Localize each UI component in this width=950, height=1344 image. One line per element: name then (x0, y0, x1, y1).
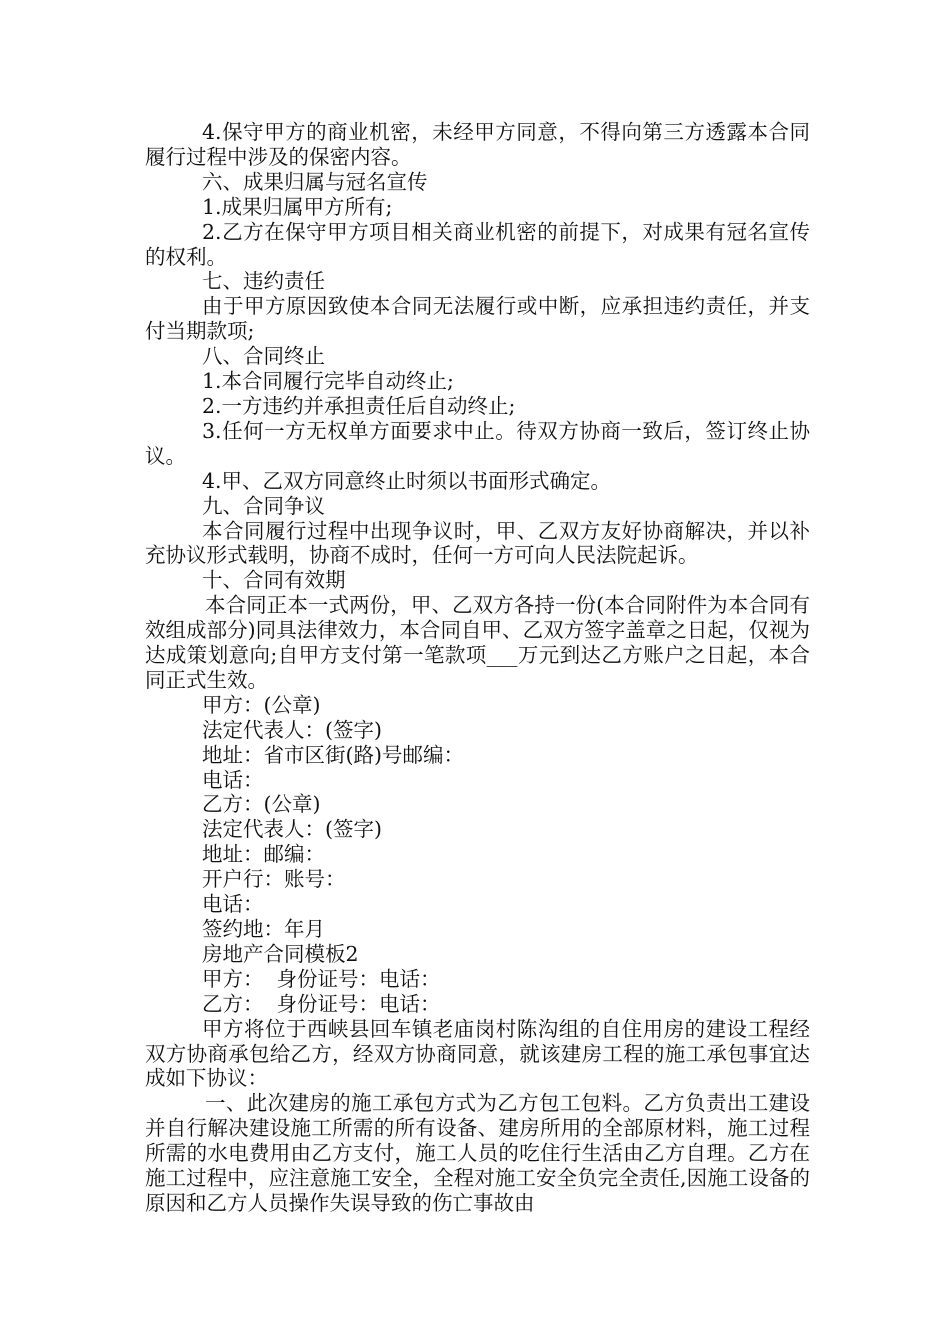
signature-line: 电话： (202, 892, 264, 917)
clause-paragraph: 一、此次建房的施工承包方式为乙方包工包料。乙方负责出工建设并自行解决建设施工所需的所有设备、建房所用的全部原材料，施工过程所需的水电费用由乙方支付，施工人员的吃住行生活由乙方自理。乙方在施工过程中，应注意施工安全，全程对施工安全负完全责任,因施工设备的原因和乙方人员操作失误导致的伤亡事故由 (145, 1091, 810, 1215)
document-body (145, 120, 810, 1216)
clause-paragraph: 2.乙方在保守甲方项目相关商业机密的前提下，对成果有冠名宣传的权利。 (145, 219, 810, 269)
signature-line: 地址：邮编： (202, 842, 325, 867)
signature-line: 甲方：(公章) (202, 692, 321, 717)
clause-paragraph: 甲方将位于西峡县回车镇老庙岗村陈沟组的自住用房的建设工程经双方协商承包给乙方，经双方协商同意，就该建房工程的施工承包事宜达成如下协议： (145, 1016, 810, 1091)
signature-line: 签约地：年月 (202, 917, 325, 941)
signature-line: 地址：省市区街(路)号邮编： (202, 742, 464, 767)
signature-line: 法定代表人：(签字) (202, 817, 382, 842)
section-heading: 十、合同有效期 (202, 568, 346, 593)
clause-paragraph: 由于甲方原因致使本合同无法履行或中断，应承担违约责任，并支付当期款项; (145, 294, 810, 344)
clause-paragraph: 本合同正本一式两份，甲、乙双方各持一份(本合同附件为本合同有效组成部分)同具法律效力，本合同自甲、乙双方签字盖章之日起，仅视为达成策划意向;自甲方支付第一笔款项___万元到达乙方账户之日起，本合同正式生效。 (145, 593, 810, 692)
clause-paragraph: 4.甲、乙双方同意终止时须以书面形式确定。 (202, 468, 612, 493)
section-heading: 六、成果归属与冠名宣传 (202, 169, 428, 194)
clause-paragraph: 4.保守甲方的商业机密，未经甲方同意，不得向第三方透露本合同履行过程中涉及的保密内容。 (145, 120, 810, 169)
section-heading: 七、违约责任 (202, 269, 325, 294)
section-heading: 九、合同争议 (202, 493, 325, 518)
signature-line: 法定代表人：(签字) (202, 717, 382, 742)
party-line: 甲方： 身份证号：电话： (202, 966, 441, 991)
section-heading: 八、合同终止 (202, 344, 325, 369)
clause-paragraph: 1.成果归属甲方所有; (202, 194, 393, 219)
clause-paragraph: 3.任何一方无权单方面要求中止。待双方协商一致后，签订终止协议。 (145, 418, 810, 468)
signature-line: 开户行：账号： (202, 867, 346, 892)
clause-paragraph: 本合同履行过程中出现争议时，甲、乙双方友好协商解决，并以补充协议形式载明，协商不成时，任何一方可向人民法院起诉。 (145, 518, 810, 568)
clause-paragraph: 1.本合同履行完毕自动终止; (202, 369, 454, 394)
party-line: 乙方： 身份证号：电话： (202, 991, 441, 1016)
signature-line: 乙方：(公章) (202, 792, 321, 817)
document-title: 房地产合同模板2 (202, 941, 359, 966)
signature-line: 电话： (202, 767, 264, 792)
clause-paragraph: 2.一方违约并承担责任后自动终止; (202, 393, 516, 418)
